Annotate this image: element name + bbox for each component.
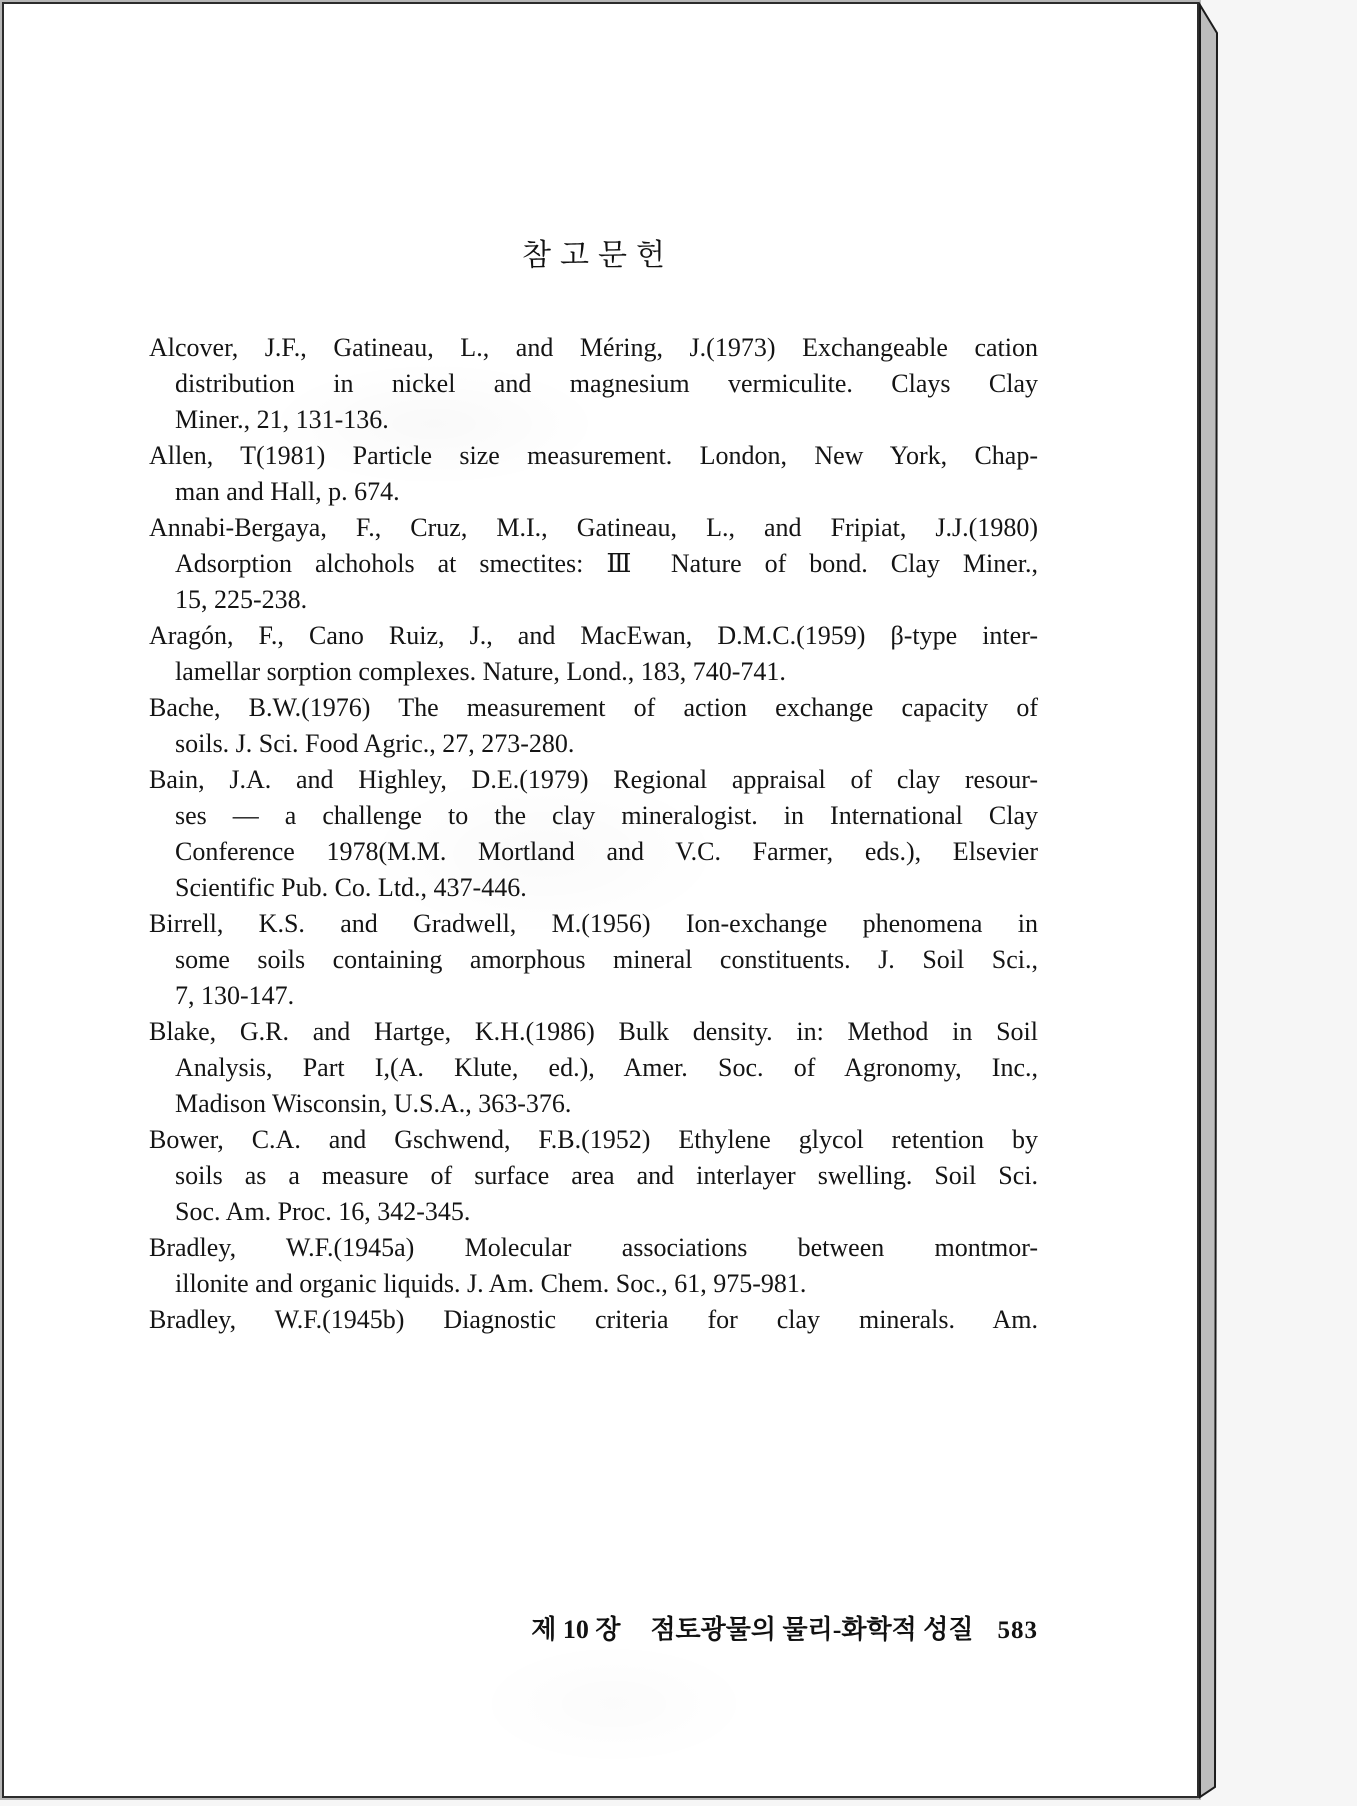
reference-line: Madison Wisconsin, U.S.A., 363-376. [175, 1089, 572, 1118]
reference-entry [149, 510, 1038, 618]
reference-line: illonite and organic liquids. J. Am. Chem. Soc., 61, 975-981. [175, 1269, 807, 1298]
reference-line: 15, 225-238. [175, 585, 308, 614]
reference-line: distribution in nickel and magnesium vermiculite. Clays Clay [175, 369, 1038, 398]
reference-entry [149, 438, 1038, 510]
reference-line: soils. J. Sci. Food Agric., 27, 273-280. [175, 729, 575, 758]
reference-entry [149, 330, 1038, 438]
reference-entry [149, 690, 1038, 762]
reference-line: Conference 1978(M.M. Mortland and V.C. Farmer, eds.), Elsevier [175, 837, 1038, 866]
reference-line: some soils containing amorphous mineral constituents. J. Soil Sci., [175, 945, 1038, 974]
footer-section-title: 점토광물의 물리-화학적 성질 [650, 1615, 974, 1644]
reference-line: Analysis, Part I,(A. Klute, ed.), Amer. Soc. of Agronomy, Inc., [175, 1053, 1038, 1082]
footer-chapter-label: 제 10 장 [531, 1615, 621, 1644]
reference-line: Annabi-Bergaya, F., Cruz, M.I., Gatineau, L., and Fripiat, J.J.(1980) [149, 513, 1038, 542]
reference-entry [149, 1302, 1038, 1338]
reference-line: soils as a measure of surface area and interlayer swelling. Soil Sci. [175, 1161, 1038, 1190]
reference-line: ses — a challenge to the clay mineralogist. in International Clay [175, 801, 1038, 830]
footer-page-number: 583 [997, 1617, 1038, 1644]
reference-line: Aragón, F., Cano Ruiz, J., and MacEwan, D.M.C.(1959) β-type inter- [149, 621, 1038, 650]
reference-line: Blake, G.R. and Hartge, K.H.(1986) Bulk density. in: Method in Soil [149, 1017, 1038, 1046]
reference-line: Birrell, K.S. and Gradwell, M.(1956) Ion-exchange phenomena in [149, 909, 1038, 938]
reference-line: Bradley, W.F.(1945b) Diagnostic criteria for clay minerals. Am. [149, 1305, 1038, 1334]
reference-entry [149, 906, 1038, 1014]
reference-line: Adsorption alchohols at smectites: Ⅲ Nature of bond. Clay Miner., [175, 549, 1038, 578]
page-title: 참고문헌 [522, 239, 674, 272]
page-edge-shape [1200, 5, 1217, 1797]
reference-line: Soc. Am. Proc. 16, 342-345. [175, 1197, 471, 1226]
reference-entry [149, 1122, 1038, 1230]
reference-entry [149, 762, 1038, 906]
reference-line: Alcover, J.F., Gatineau, L., and Méring, J.(1973) Exchangeable cation [149, 333, 1038, 362]
reference-entry [149, 1230, 1038, 1302]
reference-entry [149, 618, 1038, 690]
reference-line: lamellar sorption complexes. Nature, Lond., 183, 740-741. [175, 657, 786, 686]
reference-line: Bache, B.W.(1976) The measurement of action exchange capacity of [149, 693, 1038, 722]
reference-list [149, 330, 1038, 1338]
running-footer [149, 1612, 1038, 1649]
reference-line: Miner., 21, 131-136. [175, 405, 389, 434]
reference-line: Bower, C.A. and Gschwend, F.B.(1952) Ethylene glycol retention by [149, 1125, 1038, 1154]
reference-line: Scientific Pub. Co. Ltd., 437-446. [175, 873, 527, 902]
reference-line: 7, 130-147. [175, 981, 295, 1010]
reference-line: Bradley, W.F.(1945a) Molecular associations between montmor- [149, 1233, 1038, 1262]
reference-line: Allen, T(1981) Particle size measurement. London, New York, Chap- [149, 441, 1038, 470]
reference-line: Bain, J.A. and Highley, D.E.(1979) Regional appraisal of clay resour- [149, 765, 1038, 794]
reference-entry [149, 1014, 1038, 1122]
reference-line: man and Hall, p. 674. [175, 477, 400, 506]
